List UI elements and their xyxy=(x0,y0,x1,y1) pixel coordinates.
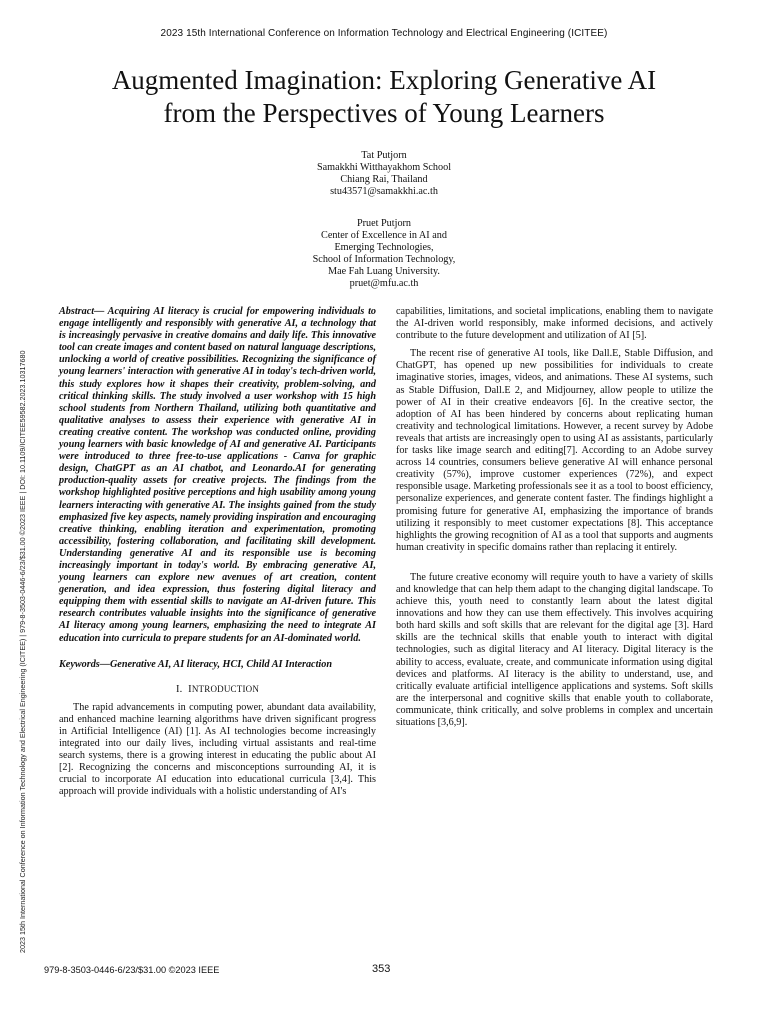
author-location: Chiang Rai, Thailand xyxy=(340,174,428,185)
author-affiliation: Mae Fah Luang University. xyxy=(328,266,440,277)
section-numeral: I. xyxy=(175,683,183,695)
paragraph-gap xyxy=(396,554,713,572)
intro-paragraph: The rapid advancements in computing power, abundant data availability, and enhanced machine learning algorithms have driven significant progress in Artificial Intelligence (AI) [1]. As AI technologies become increasingly integrated into our daily lives, including virtual assistants and real-time search systems, there is a growing interest in educating the public about AI [2]. Recognizing the concerns and misconceptions surrounding AI, it is crucial to incorporate AI education into educational curricula [3,4]. This approach will provide individuals with a holistic understanding of AI's xyxy=(59,701,376,798)
keywords: Keywords—Generative AI, AI literacy, HCI, Child AI Interaction xyxy=(59,658,332,670)
section-title-rest: NTRODUCTION xyxy=(191,683,260,694)
author-affiliation: Emerging Technologies, xyxy=(334,242,434,253)
author-name: Tat Putjorn xyxy=(361,150,407,161)
doi-side-note: 2023 15th International Conference on Information Technology and Electrical Engineering (ICITEE) | 979-8-3503-0446-6/23/$31.00 ©2023 IEEE | DOI: 10.1109/ICITEE59582.2023.10317680 xyxy=(18,350,27,953)
conference-header: 2023 15th International Conference on Information Technology and Electrical Engineering (ICITEE) xyxy=(160,28,608,39)
title-line-2: from the Perspectives of Young Learners xyxy=(163,98,605,128)
author-email: pruet@mfu.ac.th xyxy=(349,278,419,289)
title-line-1: Augmented Imagination: Exploring Generative AI xyxy=(111,65,657,95)
body-paragraph: capabilities, limitations, and societal implications, enabling them to navigate the AI-driven world responsibly, make informed decisions, and actively contribute to the future development and utilization of AI [5]. xyxy=(396,306,713,342)
author-affiliation: School of Information Technology, xyxy=(312,254,456,265)
right-column xyxy=(396,306,713,729)
body-paragraph: The future creative economy will require youth to have a variety of skills and knowledge that can help them adapt to the changing digital landscape. To achieve this, youth need to constantly learn about the latest digital innovations and how they can use them effectively. This involves acquiring both hard skills and soft skills that are relevant for the digital age [3]. Hard skills are the technical skills that enable youth to interact with digital technologies, such as digital literacy and AI literacy. Digital literacy is the ability to access, evaluate, create, and communicate information using digital devices and platforms. AI literacy is the ability to understand, use, and critically evaluate artificial intelligence applications and systems. Soft skills are the interpersonal and cognitive skills that enable youth to collaborate, communicate, think critically, and solve problems in complex and uncertain situations [3,6,9]. xyxy=(396,571,713,728)
abstract xyxy=(59,306,376,645)
footer-copyright: 979-8-3503-0446-6/23/$31.00 ©2023 IEEE xyxy=(44,965,220,975)
section-heading-introduction xyxy=(59,683,376,696)
paper-title xyxy=(40,64,728,130)
abstract-lead: Abstract— xyxy=(59,306,105,317)
author-block-1 xyxy=(234,150,534,198)
body-paragraph: The recent rise of generative AI tools, like Dall.E, Stable Diffusion, and ChatGPT, has opened up new possibilities for individuals to create imaginative stories, images, videos, and animations. These AI systems, such as Stable Diffusion, Dall.E 2, and Midjourney, allow people to utilize the power of AI in their creative endeavors [6]. In the creative sector, the adoption of AI has been hindered by concerns about replicating human creativity and technological limitations. However, a recent survey by Adobe reveals that artists are increasingly open to using AI as assistants, particularly for tasks like image search and editing[7]. According to an Adobe survey across 14 countries, consumers believe generative AI will enhance personal creativity (57%), improve customer experiences (72%), and expect responsible usage. Marketing professionals see it as a tool to boost efficiency, personalize experiences, and generate content faster. The findings highlight a promising future for generative AI, emphasizing the importance of brands utilizing it responsibly to meet customer expectations [8]. This acceptance highlights the growing recognition of AI as a tool that supports and augments human creativity in specific domains rather than replacing it entirely. xyxy=(396,348,713,553)
author-name: Pruet Putjorn xyxy=(356,218,412,229)
author-block-2 xyxy=(234,218,534,290)
author-affiliation: Center of Excellence in AI and xyxy=(321,230,447,241)
left-column xyxy=(59,306,376,799)
section-initial: I xyxy=(188,683,192,695)
abstract-text: Acquiring AI literacy is crucial for empowering individuals to engage intelligently and responsibly with generative AI, a technology that is increasingly pervasive in creative domains and daily life. This innovative tool can create images and content based on natural language descriptions, unlocking a world of creative possibilities. Recognizing the significance of young learners' interaction with generative AI in today's tech-driven world, this study explores how it shapes their creativity, problem-solving, and critical thinking skills. The study involved a user workshop with 15 high school students from Northern Thailand, utilizing both quantitative and qualitative analyses to assess their experience with generative AI in creating creative content. The workshop was conducted online, providing young learners with basic knowledge of AI and generative AI. Participants were introduced to three free-to-use applications - Canva for graphic design, ChatGPT as an AI chatbot, and Leonardo.AI for generating production-quality assets for creative projects. The findings from the workshop highlighted positive perceptions and high usability among young learners interacting with generative AI. The insights gained from the study emphasized five key aspects, namely providing inspiration and encouraging creative thinking, enabling iteration and experimentation, promoting accessibility, fostering collaboration, and facilitating skill development. Understanding generative AI and its responsible use is becoming increasingly important in today's world. By embracing generative AI, young learners can explore new avenues of art creation, content generation, and idea expression, thus fostering digital literacy and equipping them with essential skills to navigate an AI-driven future. This research contributes valuable insights into the significance of generative AI literacy among young learners, emphasizing the need to integrate AI education into curricula to prepare students for an AI-dominated world. xyxy=(59,306,376,644)
author-email: stu43571@samakkhi.ac.th xyxy=(330,186,438,197)
page-number: 353 xyxy=(372,963,391,975)
author-affiliation: Samakkhi Witthayakhom School xyxy=(316,162,452,173)
